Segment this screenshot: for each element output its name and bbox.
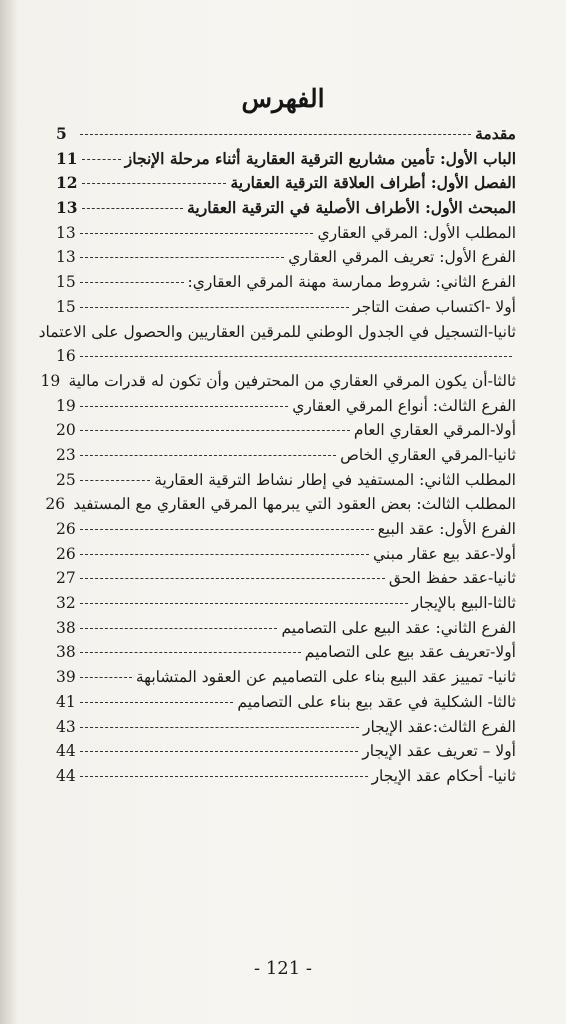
entry-page: 38: [56, 618, 76, 637]
entry-label: مقدمة: [475, 124, 516, 143]
entry-page: 25: [56, 470, 76, 489]
toc-entry: [56, 247, 516, 272]
entry-label: ثانيا- أحكام عقد الإيجار: [371, 766, 516, 785]
entry-page: 44: [56, 742, 76, 761]
entry-label: أولا-تعريف عقد بيع على التصاميم: [304, 643, 516, 662]
toc-entry: [56, 420, 516, 445]
entry-label: الفرع الثالث:عقد الإيجار: [362, 717, 516, 736]
page-gutter-shadow: [0, 0, 18, 1024]
dot-leader: [80, 578, 385, 579]
entry-page: 26: [45, 495, 66, 514]
dot-leader: [80, 282, 184, 283]
entry-page: 41: [56, 692, 76, 711]
entry-label: ثالثا- الشكلية في عقد بيع بناء على التصاميم: [237, 692, 516, 711]
toc-entry: [56, 198, 516, 223]
toc-entry: [56, 124, 516, 149]
entry-page: 32: [56, 594, 76, 613]
entry-page: 19: [56, 396, 76, 415]
dot-leader: [80, 529, 374, 530]
entry-page: 23: [56, 445, 76, 464]
dot-leader: [80, 628, 277, 629]
entry-page: 38: [56, 643, 76, 662]
entry-label: المطلب الثالث: بعض العقود التي يبرمها المرقي العقاري مع المستفيد: [73, 495, 516, 514]
entry-page: 13: [56, 248, 76, 267]
entry-page: 27: [56, 569, 76, 588]
toc-entry: [56, 396, 516, 421]
toc-entry: [40, 371, 516, 396]
dot-leader: [80, 652, 301, 653]
toc-entry: [56, 568, 516, 593]
entry-page: 13: [56, 198, 78, 218]
toc-entry: [56, 223, 516, 248]
entry-page: 16: [56, 347, 76, 366]
page-title: الفهرس: [241, 84, 325, 113]
toc-entry: [56, 642, 516, 667]
toc-entry: [56, 741, 516, 766]
dot-leader: [80, 257, 284, 258]
entry-page: 15: [56, 297, 76, 316]
toc-entry: [56, 667, 516, 692]
table-of-contents: [38, 124, 516, 791]
toc-entry: [56, 519, 516, 544]
dot-leader: [80, 702, 233, 703]
entry-label: المطلب الأول: المرقي العقاري: [317, 223, 516, 242]
entry-label: الفرع الأول: تعريف المرقي العقاري: [288, 248, 516, 267]
entry-page: 15: [56, 273, 76, 292]
entry-page: 44: [56, 766, 76, 785]
dot-leader: [80, 480, 150, 481]
dot-leader: [80, 406, 288, 407]
entry-page: 13: [56, 223, 76, 242]
entry-label: أولا-عقد بيع عقار مبني: [373, 544, 516, 563]
entry-label: الفرع الثاني: شروط ممارسة مهنة المرقي العقاري:: [187, 273, 516, 292]
toc-entry: [56, 470, 516, 495]
entry-page: 26: [56, 544, 76, 563]
entry-label: ثانيا-التسجيل في الجدول الوطني للمرقين العقاريين والحصول على الاعتماد: [38, 322, 516, 341]
dot-leader: [80, 776, 368, 777]
toc-entry: [56, 593, 516, 618]
entry-page: 5: [56, 124, 67, 143]
dot-leader: [80, 233, 313, 234]
dot-leader: [82, 159, 121, 160]
dot-leader: [80, 430, 350, 431]
dot-leader: [80, 356, 512, 357]
entry-label: المطلب الثاني: المستفيد في إطار نشاط الترقية العقارية: [154, 470, 516, 489]
dot-leader: [82, 208, 184, 209]
toc-entry: [45, 494, 516, 519]
entry-label: المبحث الأول: الأطراف الأصلية في الترقية العقارية: [187, 198, 516, 218]
entry-label: الفرع الثاني: عقد البيع على التصاميم: [281, 618, 516, 637]
toc-entry: [56, 173, 516, 198]
entry-page: 19: [40, 371, 61, 390]
dot-leader: [80, 307, 349, 308]
page-number-footer: - 121 -: [254, 958, 312, 979]
entry-page: 12: [56, 173, 78, 193]
toc-entry: [56, 445, 516, 470]
entry-page: 26: [56, 520, 76, 538]
dot-leader: [80, 603, 408, 604]
toc-entry: [56, 717, 516, 742]
toc-entry: [56, 618, 516, 643]
dot-leader: [82, 183, 227, 184]
entry-page: 39: [56, 668, 76, 687]
toc-entry-multiline: [38, 322, 516, 371]
toc-entry: [56, 766, 516, 791]
toc-entry: [56, 272, 516, 297]
entry-page: 20: [56, 421, 76, 440]
entry-label: الباب الأول: تأمين مشاريع الترقية العقارية أثناء مرحلة الإنجاز: [124, 148, 516, 168]
dot-leader: [80, 751, 358, 752]
dot-leader: [80, 455, 336, 456]
entry-label: الفصل الأول: أطراف العلاقة الترقية العقارية: [230, 173, 516, 193]
entry-label: أولا-المرقي العقاري العام: [353, 421, 516, 440]
entry-label: ثالثا-أن يكون المرقي العقاري من المحترفين وأن تكون له قدرات مالية: [68, 371, 516, 390]
toc-entry: [56, 544, 516, 569]
entry-label: ثالثا-البيع بالإيجار: [411, 594, 516, 613]
entry-label: أولا – تعريف عقد الإيجار: [362, 742, 516, 761]
entry-page: 11: [56, 148, 78, 168]
dot-leader: [80, 677, 132, 678]
entry-label: أولا -اكتساب صفت التاجر: [353, 297, 516, 316]
entry-label: ثانيا-عقد حفظ الحق: [388, 569, 516, 588]
toc-entry: [56, 297, 516, 322]
entry-label: الفرع الثالث: أنواع المرقي العقاري: [292, 396, 516, 415]
dot-leader: [80, 554, 369, 555]
entry-label: الفرع الأول: عقد البيع: [377, 520, 516, 538]
dot-leader: [80, 134, 471, 135]
entry-page: 43: [56, 717, 76, 736]
toc-entry: [56, 149, 516, 174]
entry-label: ثانيا-المرقي العقاري الخاص: [340, 445, 516, 464]
dot-leader: [80, 727, 359, 728]
toc-entry: [56, 692, 516, 717]
entry-label: ثانيا- تمييز عقد البيع بناء على التصاميم عن العقود المتشابهة: [135, 668, 516, 687]
